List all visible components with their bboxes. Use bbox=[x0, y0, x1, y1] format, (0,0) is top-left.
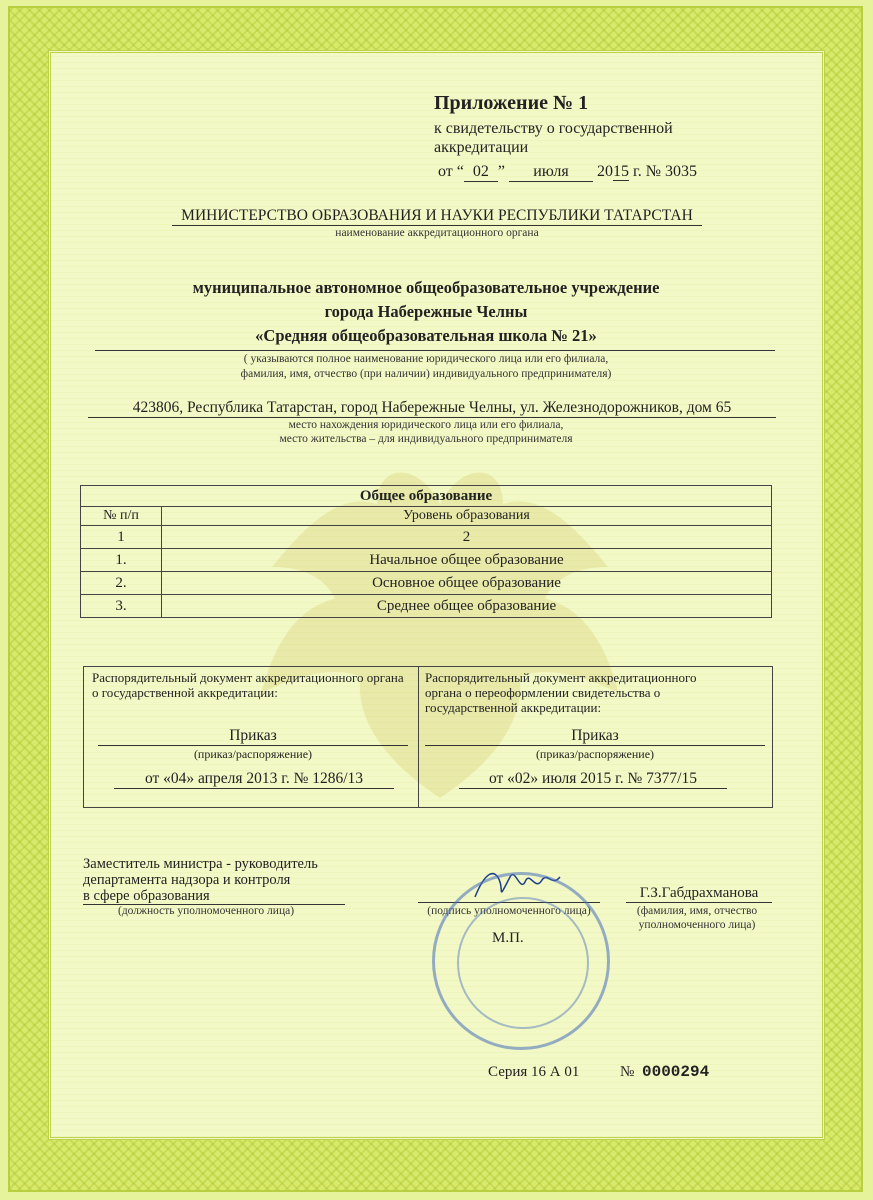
address-caption1: место нахождения юридического лица или его филиала, bbox=[288, 419, 564, 431]
form-number: 0000294 bbox=[642, 1063, 710, 1081]
organ-caption: наименование аккредитационного органа bbox=[335, 227, 539, 239]
position-line3: в сфере образования bbox=[83, 888, 345, 905]
official-seal bbox=[432, 872, 610, 1050]
appendix-date bbox=[438, 163, 697, 182]
name-caption2: уполномоченного лица) bbox=[638, 919, 756, 931]
doc-right-box bbox=[418, 666, 773, 808]
series-label: Серия 16 А 01 bbox=[488, 1064, 580, 1080]
doc-left-caption: (приказ/распоряжение) bbox=[193, 747, 313, 761]
organ-name: МИНИСТЕРСТВО ОБРАЗОВАНИЯ И НАУКИ РЕСПУБЛИКИ ТАТАРСТАН bbox=[172, 207, 702, 226]
row-level: Среднее общее образование bbox=[162, 595, 772, 618]
seal-inner-ring bbox=[457, 897, 589, 1029]
table-row bbox=[81, 572, 772, 595]
signature-caption: (подпись уполномоченного лица) bbox=[427, 905, 591, 917]
signatory-name: Г.З.Габдрахманова bbox=[626, 885, 772, 903]
doc-left-box bbox=[83, 666, 419, 808]
doc-right-ref: от «02» июля 2015 г. № 7377/15 bbox=[459, 770, 727, 789]
position-line1: Заместитель министра - руководитель bbox=[83, 856, 318, 872]
date-month: июля bbox=[509, 163, 593, 182]
school-line1: муниципальное автономное общеобразовательное учреждение bbox=[192, 278, 660, 297]
school-line2: города Набережные Челны bbox=[324, 302, 528, 321]
table-index-row bbox=[81, 526, 772, 549]
number-label: № bbox=[620, 1064, 635, 1080]
index-2: 2 bbox=[162, 526, 772, 549]
appendix-line1: к свидетельству о государственной bbox=[434, 120, 673, 137]
position-line2: департамента надзора и контроля bbox=[83, 872, 291, 888]
doc-right-title: Распорядительный документ аккредитационного органа о переоформлении свидетельства о государственной аккредитации: bbox=[425, 670, 697, 715]
date-day: 02 bbox=[464, 163, 498, 182]
date-quote: ” bbox=[497, 163, 505, 180]
column-level: Уровень образования bbox=[162, 507, 772, 526]
appendix-line2: аккредитации bbox=[434, 139, 529, 156]
index-1: 1 bbox=[81, 526, 162, 549]
doc-right-type: Приказ bbox=[425, 727, 765, 746]
date-year-suffix: 15 bbox=[613, 163, 629, 180]
doc-left-title: Распорядительный документ аккредитационного органа о государственной аккредитации: bbox=[92, 670, 404, 700]
education-levels-table bbox=[80, 485, 772, 618]
school-line3: «Средняя общеобразовательная школа № 21» bbox=[255, 326, 597, 345]
column-number: № п/п bbox=[81, 507, 162, 526]
table-header-row bbox=[81, 507, 772, 526]
address-caption2: место жительства – для индивидуального предпринимателя bbox=[279, 433, 573, 445]
row-number: 2. bbox=[81, 572, 162, 595]
table-row bbox=[81, 549, 772, 572]
date-prefix: от “ bbox=[438, 163, 464, 180]
table-heading-row bbox=[81, 486, 772, 507]
row-number: 3. bbox=[81, 595, 162, 618]
doc-right-caption: (приказ/распоряжение) bbox=[535, 747, 655, 761]
appendix-title: Приложение № 1 bbox=[434, 92, 589, 114]
date-year-prefix: 20 bbox=[597, 163, 613, 180]
seal-place-label: М.П. bbox=[492, 930, 524, 946]
certificate-number: г. № 3035 bbox=[633, 163, 698, 180]
table-row bbox=[81, 595, 772, 618]
school-underline bbox=[95, 350, 775, 351]
table-heading: Общее образование bbox=[81, 486, 772, 507]
name-caption1: (фамилия, имя, отчество bbox=[636, 905, 758, 917]
position-caption: (должность уполномоченного лица) bbox=[118, 905, 295, 917]
row-level: Основное общее образование bbox=[162, 572, 772, 595]
signatory-position bbox=[83, 856, 345, 905]
doc-left-type: Приказ bbox=[98, 727, 408, 746]
school-caption2: фамилия, имя, отчество (при наличии) индивидуального предпринимателя) bbox=[240, 368, 612, 380]
doc-left-ref: от «04» апреля 2013 г. № 1286/13 bbox=[114, 770, 394, 789]
row-level: Начальное общее образование bbox=[162, 549, 772, 572]
address-text: 423806, Республика Татарстан, город Набережные Челны, ул. Железнодорожников, дом 65 bbox=[88, 399, 776, 418]
row-number: 1. bbox=[81, 549, 162, 572]
school-caption1: ( указываются полное наименование юридического лица или его филиала, bbox=[243, 353, 609, 365]
